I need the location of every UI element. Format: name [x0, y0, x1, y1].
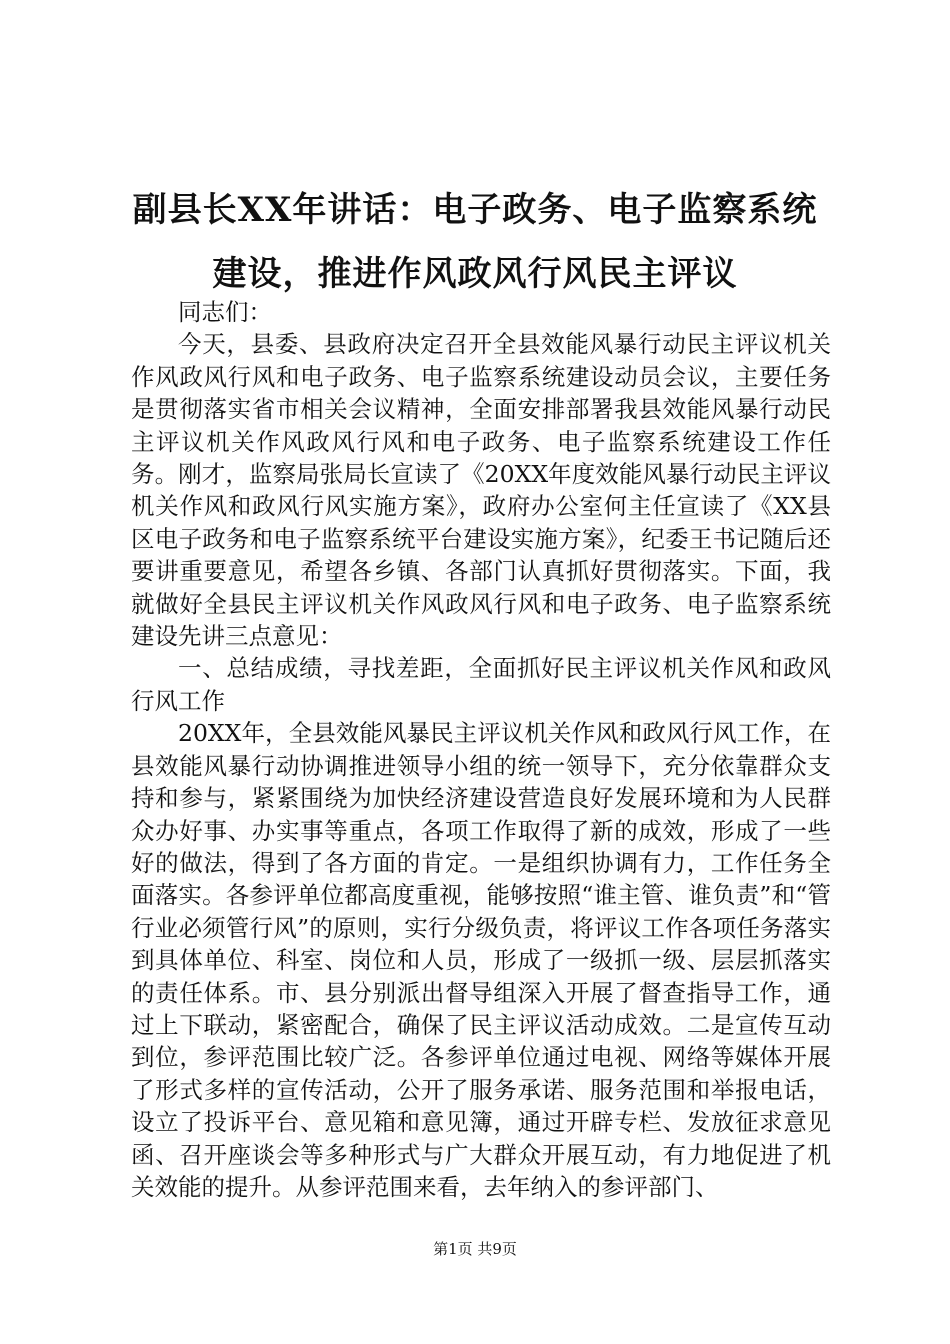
paragraph-section-1: 20XX年，全县效能风暴民主评议机关作风和政风行风工作，在县效能风暴行动协调推进领导小组的统一领导下，充分依靠群众支持和参与，紧紧围绕为加快经济建设营造良好发展环境和为人民群众办好事、办实事等重点，各项工作取得了新的成效，形成了一些好的做法，得到了各方面的肯定。一是组织协调有力，工作任务全面落实。各参评单位都高度重视，能够按照“谁主管、谁负责”和“管行业必须管行风”的原则，实行分级负责，将评议工作各项任务落实到具体单位、科室、岗位和人员，形成了一级抓一级、层层抓落实的责任体系。市、县分别派出督导组深入开展了督查指导工作，通过上下联动，紧密配合，确保了民主评议活动成效。二是宣传互动到位，参评范围比较广泛。各参评单位通过电视、网络等媒体开展了形式多样的宣传活动，公开了服务承诺、服务范围和举报电话，设立了投诉平台、意见箱和意见簿，通过开辟专栏、发放征求意见函、召开座谈会等多种形式与广大群众开展互动，有力地促进了机关效能的提升。从参评范围来看，去年纳入的参评部门、 [131, 719, 831, 1201]
title-line-2: 建设，推进作风政风行风民主评议 [212, 254, 738, 294]
section-heading-1: 一、总结成绩，寻找差距，全面抓好民主评议机关作风和政风行风工作 [131, 654, 831, 715]
document-body [131, 296, 831, 1203]
document-title [120, 178, 830, 306]
page-number-footer: 第1页 共9页 [433, 1240, 517, 1258]
title-line-1: 副县长XX年讲话：电子政务、电子监察系统 [132, 190, 818, 230]
salutation: 同志们： [178, 298, 272, 326]
paragraph-intro: 今天，县委、县政府决定召开全县效能风暴行动民主评议机关作风政风行风和电子政务、电子监察系统建设动员会议，主要任务是贯彻落实省市相关会议精神，全面安排部署我县效能风暴行动民主评议机关作风政风行风和电子政务、电子监察系统建设工作任务。刚才，监察局张局长宣读了《20XX年度效能风暴行动民主评议机关作风和政风行风实施方案》，政府办公室何主任宣读了《XX县区电子政务和电子监察系统平台建设实施方案》，纪委王书记随后还要讲重要意见，希望各乡镇、各部门认真抓好贯彻落实。下面，我就做好全县民主评议机关作风政风行风和电子政务、电子监察系统建设先讲三点意见： [131, 330, 831, 651]
